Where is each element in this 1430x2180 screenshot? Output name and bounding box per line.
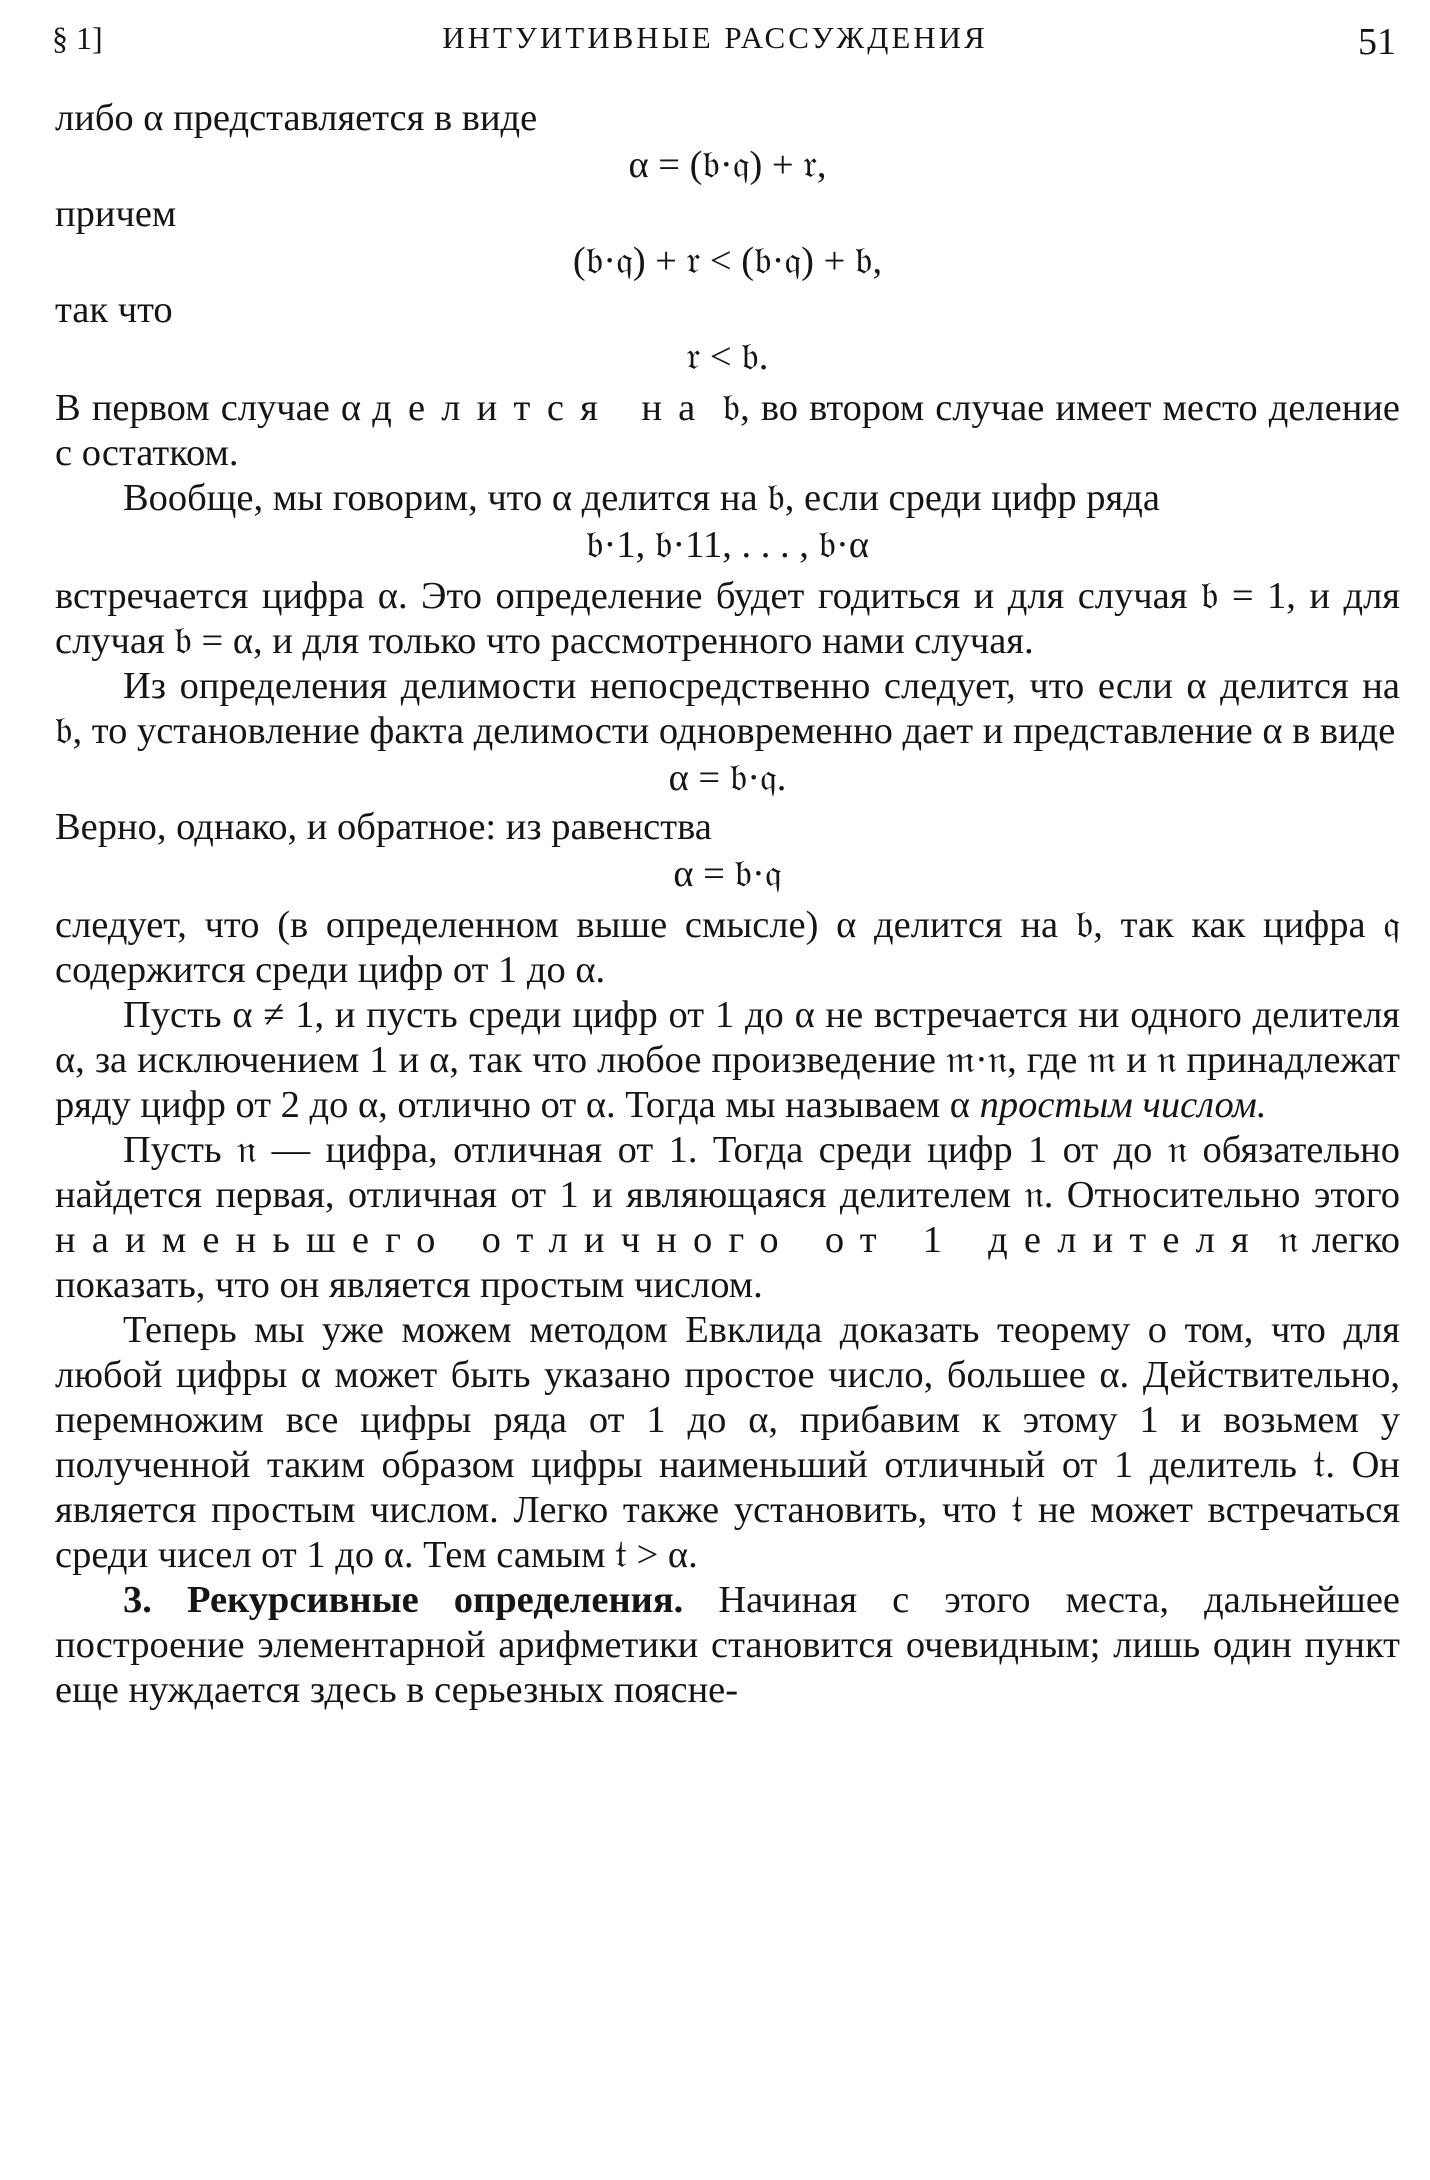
formula: α = (𝔟·𝔮) + 𝔯,	[628, 144, 827, 186]
paragraph-text: 𝔟, во втором случае имеет место деление с остатком.	[55, 387, 1401, 474]
formula: 𝔯 < 𝔟.	[686, 336, 769, 378]
paragraph: следует, что (в определенном выше смысле) α делится на 𝔟, так как цифра 𝔮 содержится среди цифр от 1 до α.	[55, 904, 1400, 991]
formula: (𝔟·𝔮) + 𝔯 < (𝔟·𝔮) + 𝔟,	[572, 240, 883, 282]
italic-term: простым числом.	[979, 1084, 1267, 1126]
page-header	[0, 14, 1430, 64]
formula: α = 𝔟·𝔮	[673, 853, 782, 895]
paragraph	[55, 386, 1400, 476]
text-line: причем	[55, 193, 177, 235]
running-title: ИНТУИТИВНЫЕ РАССУЖДЕНИЯ	[442, 20, 988, 55]
paragraph: Верно, однако, и обратное: из равенства	[55, 806, 712, 848]
paragraph	[55, 993, 1400, 1128]
spaced-emphasis: делится на	[372, 387, 712, 429]
page-number: 51	[1358, 21, 1396, 63]
text-line: либо α представляется в виде	[55, 97, 538, 139]
paragraph: Вообще, мы говорим, что α делится на 𝔟, если среди цифр ряда	[123, 477, 1160, 519]
paragraph-text: Пусть 𝔫 — цифра, отличная от 1. Тогда среди цифр 1 от до 𝔫 обязательно найдется первая, отличная от 1 и являющаяся делителем 𝔫. Относительно этого	[55, 1129, 1400, 1216]
paragraph-text: Пусть α ≠ 1, и пусть среди цифр от 1 до α не встречается ни одного делителя α, за исключением 1 и α, так что любое произведение 𝔪·𝔫, где 𝔪 и 𝔫 принадлежат ряду цифр от 2 до α, отлично от α. Тогда мы называем α	[55, 994, 1400, 1126]
text-line: так что	[55, 289, 173, 331]
formula: 𝔟·1, 𝔟·11, . . . , 𝔟·α	[585, 524, 869, 566]
paragraph	[55, 1578, 1400, 1713]
paragraph	[55, 1128, 1400, 1308]
paragraph-text: 𝔫 легко показать, что он является простым числом.	[55, 1219, 1401, 1306]
paragraph-text: Начиная с этого места, дальнейшее построение элементарной арифметики становится очевидным; лишь один пункт еще нуждается здесь в серьезных поясне-	[55, 1579, 1400, 1711]
paragraph: встречается цифра α. Это определение будет годиться и для случая 𝔟 = 1, и для случая 𝔟 = α, и для только что рассмотренного нами случая.	[55, 575, 1400, 662]
paragraph: Теперь мы уже можем методом Евклида доказать теорему о том, что для любой цифры α может быть указано простое число, большее α. Действительно, перемножим все цифры ряда от 1 до α, прибавим к этому 1 и возьмем у полученной таким образом цифры наименьший отличный от 1 делитель 𝔱. Он является простым числом. Легко также установить, что 𝔱 не может встречаться среди чисел от 1 до α. Тем самым 𝔱 > α.	[55, 1309, 1400, 1576]
spaced-emphasis: наименьшего отличного от 1 делителя	[55, 1219, 1265, 1261]
paragraph: Из определения делимости непосредственно следует, что если α делится на 𝔟, то установление факта делимости одновременно дает и представление α в виде	[55, 665, 1400, 752]
section-heading: 3. Рекурсивные определения.	[123, 1579, 684, 1621]
formula: α = 𝔟·𝔮.	[668, 757, 787, 799]
section-mark: § 1]	[52, 20, 103, 56]
page-body	[55, 96, 1400, 1713]
paragraph-text: В первом случае α	[55, 387, 362, 429]
